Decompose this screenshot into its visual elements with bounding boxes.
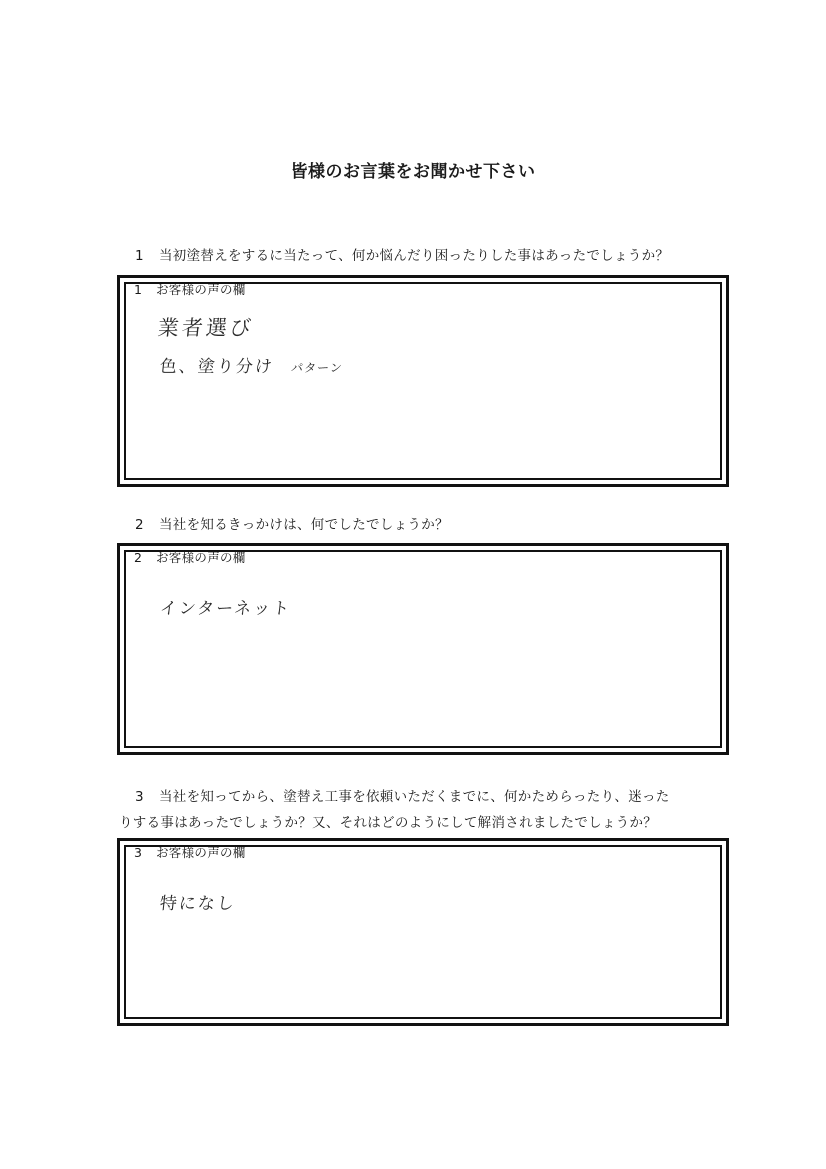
handwritten-answer-part: パターン: [290, 361, 344, 375]
handwritten-answer: [159, 352, 345, 377]
box-label-text: お客様の声の欄: [156, 282, 246, 297]
answer-box-label: [134, 280, 246, 298]
question-text-continued: りする事はあったでしょうか？又、それはどのようにして解消されましたでしょうか？: [119, 815, 658, 831]
box-number: 1: [134, 282, 143, 297]
answer-box-inner: [124, 550, 722, 748]
handwritten-answer: 特になし: [158, 894, 237, 914]
box-label-text: お客様の声の欄: [156, 845, 246, 860]
answer-box-inner: [124, 845, 722, 1019]
answer-box-1[interactable]: [117, 275, 729, 487]
handwritten-answer: 業者選び: [156, 316, 256, 340]
handwritten-answer-part: 色、塗り分け: [158, 357, 275, 377]
question-2: [135, 512, 735, 538]
question-1: [135, 243, 735, 269]
box-number: 2: [134, 550, 143, 565]
handwritten-answer: インターネット: [158, 599, 293, 619]
question-text: 当初塗替えをするに当たって、何か悩んだり困ったりした事はあったでしょうか？: [159, 248, 670, 264]
question-text: 当社を知るきっかけは、何でしたでしょうか？: [159, 517, 449, 533]
answer-box-label: [134, 843, 246, 861]
answer-box-2[interactable]: [117, 543, 729, 755]
question-text: 当社を知ってから、塗替え工事を依頼いただくまでに、何かためらったり、迷った: [159, 789, 670, 805]
question-number: 1: [135, 248, 144, 264]
question-3: [119, 784, 735, 836]
answer-box-3[interactable]: [117, 838, 729, 1026]
box-number: 3: [134, 845, 143, 860]
question-number: 3: [135, 789, 144, 805]
page-title: 皆様のお言葉をお聞かせ下さい: [290, 162, 536, 182]
box-label-text: お客様の声の欄: [156, 550, 246, 565]
question-number: 2: [135, 517, 144, 533]
answer-box-label: [134, 548, 246, 566]
